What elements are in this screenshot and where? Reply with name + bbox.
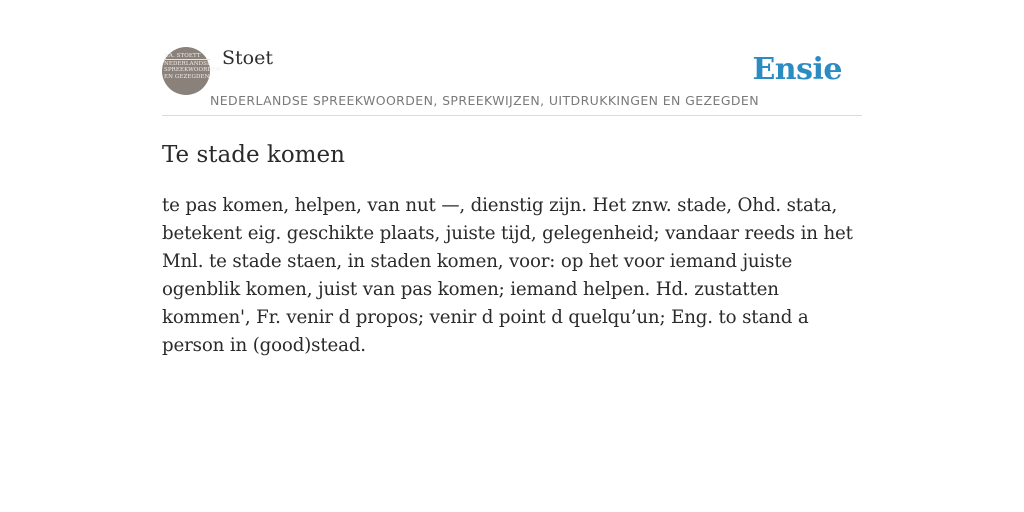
page-title: Te stade komen (162, 142, 345, 168)
source-subtitle[interactable]: NEDERLANDSE SPREEKWOORDEN, SPREEKWIJZEN, UITDRUKKINGEN EN GEZEGDEN (210, 93, 759, 108)
entry-definition: te pas komen, helpen, van nut —, dienstig zijn. Het znw. stade, Ohd. stata, betekent eig. geschikte plaats, juiste tijd, gelegenheid; vandaar reeds in het Mnl. te stade staen, in staden komen, voor: op het voor iemand juiste ogenblik komen, juist van pas komen; iemand helpen. Hd. zustatten kommen', Fr. venir d propos; venir d point d quelqu’un; Eng. to stand a person in (good)stead. (162, 195, 853, 356)
avatar-book-cover (164, 53, 221, 80)
avatar[interactable] (162, 47, 221, 95)
avatar-book-title: NEDERLANDSE SPREEKWOORDEN EN GEZEGDEN (164, 61, 221, 80)
brand-logo[interactable]: Ensie (752, 52, 842, 87)
header (162, 0, 862, 116)
author-name[interactable]: Stoet (222, 47, 273, 69)
page (162, 0, 862, 512)
avatar-author-name: F.A. STOETT (164, 53, 210, 60)
